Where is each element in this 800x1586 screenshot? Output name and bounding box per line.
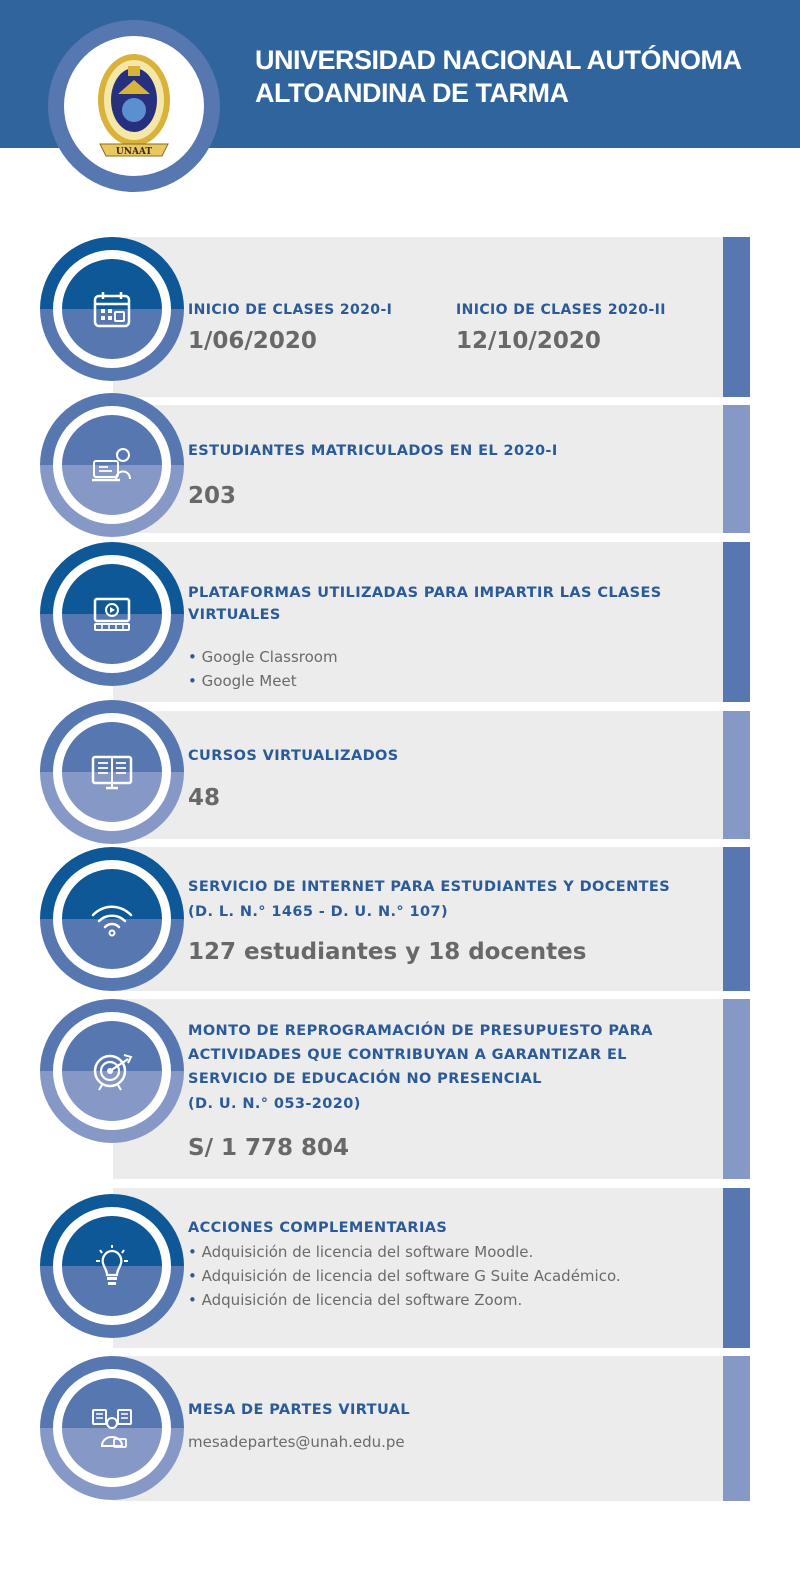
label-presupuesto-2: ACTIVIDADES QUE CONTRIBUYAN A GARANTIZAR EL [188,1047,627,1063]
row-strip [723,542,750,702]
label-inicio-2020-ii: INICIO DE CLASES 2020-II [456,302,666,318]
circle-cursos [40,700,184,844]
row-strip [723,999,750,1179]
logo-text: UNAAT [115,147,153,157]
video-screen-icon [90,592,134,636]
row-strip [723,711,750,839]
row-strip [723,237,750,397]
list-item: • Adquisición de licencia del software G Suite Académico. [188,1267,621,1285]
value-inicio-2020-i: 1/06/2020 [188,328,317,354]
value-inicio-2020-ii: 12/10/2020 [456,328,601,354]
list-item: • Adquisición de licencia del software Zoom. [188,1291,523,1309]
student-computer-icon [90,443,134,487]
target-icon [90,1049,134,1093]
title-line-2: ALTOANDINA DE TARMA [255,78,569,108]
row-strip [723,405,750,533]
value-cursos: 48 [188,785,221,811]
label-plataformas-1: PLATAFORMAS UTILIZADAS PARA IMPARTIR LAS CLASES [188,585,662,601]
circle-clases [40,237,184,381]
lightbulb-icon [90,1244,134,1288]
row-mesa [113,1356,723,1501]
label-estudiantes: ESTUDIANTES MATRICULADOS EN EL 2020-I [188,443,558,459]
list-item: • Google Classroom [188,648,338,666]
circle-plataformas [40,542,184,686]
circle-estudiantes [40,393,184,537]
row-estudiantes [113,405,723,533]
university-seal-logo [94,48,174,166]
value-presupuesto: S/ 1 778 804 [188,1135,350,1161]
action-text: Adquisición de licencia del software G Suite Académico. [201,1267,621,1285]
circle-internet [40,847,184,991]
label-cursos: CURSOS VIRTUALIZADOS [188,748,399,764]
label-mesa: MESA DE PARTES VIRTUAL [188,1402,410,1418]
label-acciones: ACCIONES COMPLEMENTARIAS [188,1220,448,1236]
label-internet-1: SERVICIO DE INTERNET PARA ESTUDIANTES Y DOCENTES [188,879,671,895]
list-item: • Google Meet [188,672,297,690]
row-cursos [113,711,723,839]
label-presupuesto-1: MONTO DE REPROGRAMACIÓN DE PRESUPUESTO PARA [188,1023,653,1039]
email-link[interactable]: mesadepartes@unah.edu.pe [188,1433,405,1451]
row-strip [723,847,750,991]
action-text: Adquisición de licencia del software Moodle. [201,1243,534,1261]
person-documents-icon [90,1406,134,1450]
action-text: Adquisición de licencia del software Zoom. [201,1291,523,1309]
platform-name: Google Meet [201,672,297,690]
title-line-1: UNIVERSIDAD NACIONAL AUTÓNOMA [255,45,742,75]
list-item: • Adquisición de licencia del software Moodle. [188,1243,534,1261]
label-internet-2: (D. L. N.° 1465 - D. U. N.° 107) [188,904,448,920]
university-title [255,44,785,110]
value-internet: 127 estudiantes y 18 docentes [188,939,587,965]
circle-presupuesto [40,999,184,1143]
circle-mesa [40,1356,184,1500]
platform-name: Google Classroom [201,648,338,666]
label-presupuesto-4: (D. U. N.° 053-2020) [188,1096,361,1112]
row-strip [723,1188,750,1348]
label-plataformas-2: VIRTUALES [188,607,281,623]
label-presupuesto-3: SERVICIO DE EDUCACIÓN NO PRESENCIAL [188,1071,542,1087]
row-strip [723,1356,750,1501]
open-book-icon [90,750,134,794]
value-estudiantes: 203 [188,483,237,509]
label-inicio-2020-i: INICIO DE CLASES 2020-I [188,302,393,318]
wifi-icon [90,897,134,941]
calendar-icon [90,287,134,331]
circle-acciones [40,1194,184,1338]
